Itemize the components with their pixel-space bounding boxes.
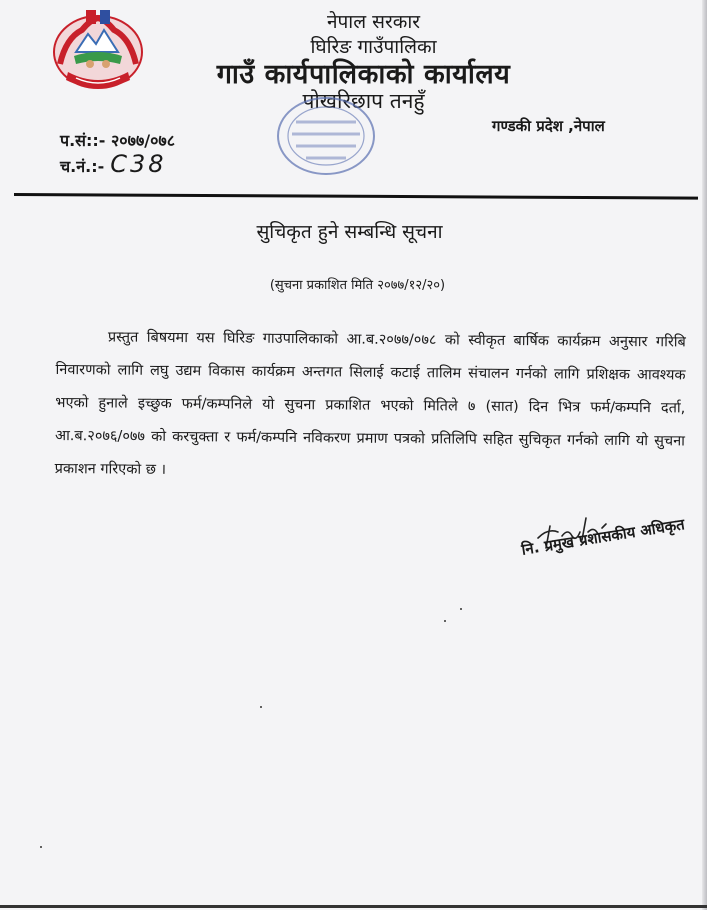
scan-speck xyxy=(260,706,262,708)
signatory-designation: नि. प्रमुख प्रशासकीय अधिकृत xyxy=(520,515,686,559)
header-divider xyxy=(14,193,698,200)
notice-published-date: (सुचना प्रकाशित मिति २०७७/१२/२०) xyxy=(269,278,446,293)
header-location: पोखरिछाप तनहुँ xyxy=(302,89,425,113)
notice-title: सुचिकृत हुने सम्बन्धि सूचना xyxy=(256,221,443,243)
header-office: गाउँ कार्यपालिकाको कार्यालय xyxy=(216,59,511,90)
office-seal-stamp xyxy=(266,92,386,180)
chalani-label: च.नं.:- xyxy=(60,157,105,176)
scan-edge-shadow xyxy=(702,0,707,910)
chalani-number: C38 xyxy=(110,150,167,178)
scan-bottom-edge xyxy=(0,905,707,908)
chalani-number-row xyxy=(60,150,167,178)
notice-body: प्रस्तुत बिषयमा यस घिरिङ गाउपालिकाको आ.ब.२०७७/०७८ को स्वीकृत बार्षिक कार्यक्रम अनुसार गरिबि निवारणको लागि लघु उद्यम विकास कार्यक्रम अन्तगत सिलाई कटाई तालिम संचालन गर्नको लागि प्रशिक्षक आवश्यक भएको हुनाले इच्छुक फर्म/कम्पनिले यो सुचना प्रकाशित भएको मितिले ७ (सात) दिन भित्र फर्म/कम्पनि दर्ता, आ.ब.२०७६/०७७ को करचुक्ता र फर्म/कम्पनि नविकरण प्रमाण पत्रको प्रतिलिपि सहित सुचिकृत गर्नको लागि यो सुचना प्रकाशन गरिएको छ । xyxy=(54,329,686,478)
scan-speck xyxy=(444,620,446,622)
header-province: गण्डकी प्रदेश ,नेपाल xyxy=(492,117,605,135)
scan-speck xyxy=(460,608,462,610)
header-municipality: घिरिङ गाउँपालिका xyxy=(310,36,437,58)
header-government: नेपाल सरकार xyxy=(326,11,421,33)
patra-sankhya: प.सं::- २०७७/०७८ xyxy=(60,131,176,150)
scan-speck xyxy=(40,846,42,848)
